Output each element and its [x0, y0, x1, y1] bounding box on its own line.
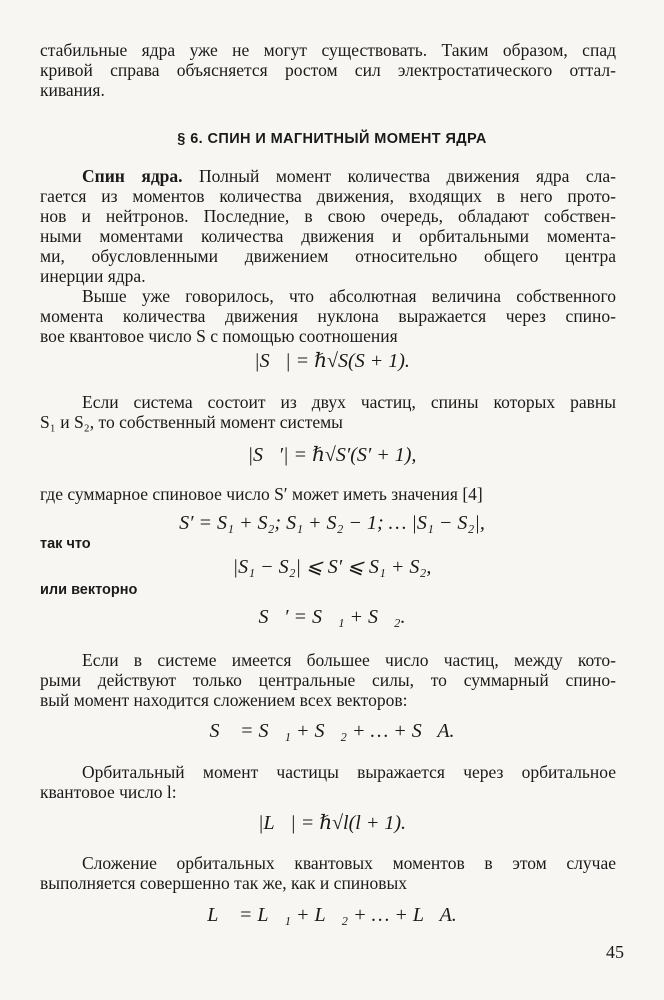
- text-line: гается из моментов количества движения, входящих в него прото-: [40, 186, 616, 206]
- text-line: рыми действуют только центральные силы, то суммарный спино-: [40, 670, 616, 690]
- text-line: ными моментами количества движения и орбитальными момента-: [40, 226, 616, 246]
- text-line: ми, обусловленными движением относительно общего центра: [40, 246, 616, 266]
- text-line: стабильные ядра уже не могут существовать. Таким образом, спад: [40, 40, 616, 60]
- text-line: квантовое число l:: [40, 782, 177, 802]
- text-line: момента количества движения нуклона выражается через спино-: [40, 306, 616, 326]
- text-line: выполняется совершенно так же, как и спиновых: [40, 873, 408, 893]
- text-line: Выше уже говорилось, что абсолютная величина собственного: [82, 286, 616, 306]
- formula: |S₁ − S₂| ⩽ S′ ⩽ S₁ + S₂,: [232, 556, 432, 578]
- paragraph-lead: Спин ядра.: [82, 166, 183, 186]
- formula: |S⃗′| = ℏ√S′(S′ + 1),: [247, 444, 417, 466]
- text-line: кивания.: [40, 80, 105, 100]
- paragraph-first-line: [82, 166, 616, 186]
- page-number: 45: [606, 942, 624, 962]
- inline-label: или векторно: [40, 582, 138, 598]
- text-line: Орбитальный момент частицы выражается через орбитальное: [82, 762, 616, 782]
- text-line: инерции ядра.: [40, 266, 146, 286]
- text-line: Если система состоит из двух частиц, спины которых равны: [82, 392, 616, 412]
- formula: |S⃗| = ℏ√S(S + 1).: [254, 350, 410, 372]
- formula: |L⃗| = ℏ√l(l + 1).: [258, 812, 406, 834]
- text-line: нов и нейтронов. Последние, в свою очередь, обладают собствен-: [40, 206, 616, 226]
- formula: S′ = S₁ + S₂; S₁ + S₂ − 1; … |S₁ − S₂|,: [179, 512, 485, 534]
- text-line: Сложение орбитальных квантовых моментов в этом случае: [82, 853, 616, 873]
- formula: S⃗ = S⃗₁ + S⃗₂ + … + S⃗A.: [209, 720, 455, 742]
- text-line: S₁ и S₂, то собственный момент системы: [40, 412, 343, 432]
- formula: S⃗′ = S⃗₁ + S⃗₂.: [258, 606, 406, 628]
- text-line: вый момент находится сложением всех векторов:: [40, 690, 408, 710]
- inline-label: так что: [40, 536, 91, 552]
- text-line: кривой справа объясняется ростом сил электростатического оттал-: [40, 60, 616, 80]
- text-line: вое квантовое число S с помощью соотношения: [40, 326, 398, 346]
- section-heading: § 6. СПИН И МАГНИТНЫЙ МОМЕНТ ЯДРА: [177, 131, 487, 147]
- formula: L⃗ = L⃗₁ + L⃗₂ + … + L⃗A.: [207, 904, 457, 926]
- text-line: где суммарное спиновое число S′ может иметь значения [4]: [40, 484, 483, 504]
- text-span: Полный момент количества движения ядра сла-: [182, 166, 616, 186]
- text-line: Если в системе имеется большее число частиц, между кото-: [82, 650, 616, 670]
